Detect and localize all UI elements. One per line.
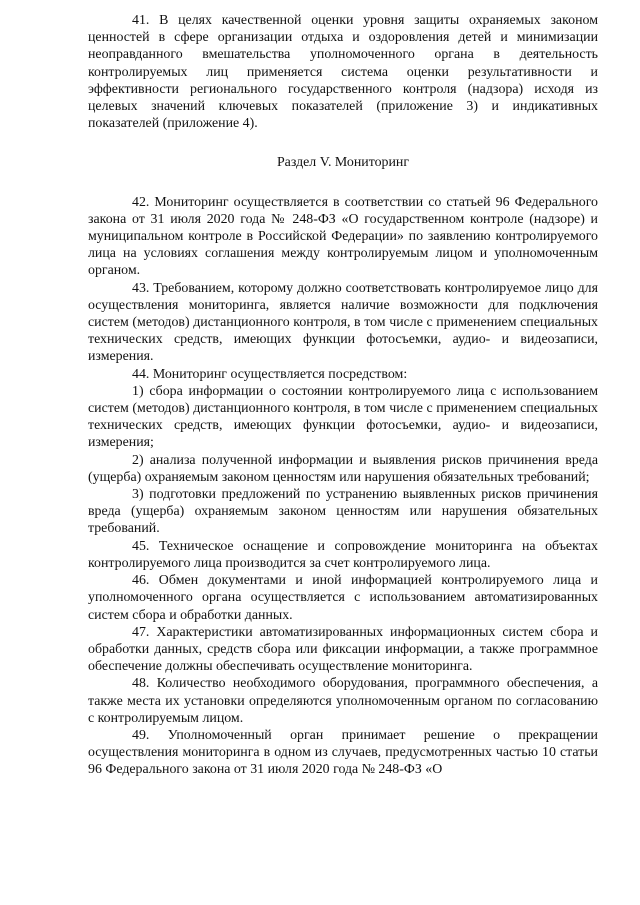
list-item-2: 2) анализа полученной информации и выявления рисков причинения вреда (ущерба) охраняемым законом ценностям или нарушения обязательных требований; <box>88 452 598 485</box>
paragraph-45: 45. Техническое оснащение и сопровождение мониторинга на объектах контролируемого лица производится за счет контролируемого лица. <box>88 538 598 571</box>
paragraph-47: 47. Характеристики автоматизированных информационных систем сбора и обработки данных, средств сбора или фиксации информации, а также программное обеспечение должны обеспечивать осуществление мониторинга. <box>88 624 598 675</box>
paragraph-42: 42. Мониторинг осуществляется в соответствии со статьей 96 Федерального закона от 31 июля 2020 года № 248-ФЗ «О государственном контроле (надзоре) и муниципальном контроле в Российской Федерации» по заявлению контролируемого лица на условиях соглашения между контролируемым лицом и уполномоченным органом. <box>88 194 598 279</box>
paragraph-48: 48. Количество необходимого оборудования, программного обеспечения, а также места их установки определяются уполномоченным органом по согласованию с контролируемым лицом. <box>88 676 598 726</box>
paragraph-49: 49. Уполномоченный орган принимает решение о прекращении осуществления мониторинга в одном из случаев, предусмотренных частью 10 статьи 96 Федерального закона от 31 июля 2020 года № 248-ФЗ «О <box>88 727 598 778</box>
paragraph-46: 46. Обмен документами и иной информацией контролируемого лица и уполномоченного органа осуществляется с использованием автоматизированных систем сбора и обработки данных. <box>88 573 598 623</box>
document-page <box>88 12 598 779</box>
list-item-3: 3) подготовки предложений по устранению выявленных рисков причинения вреда (ущерба) охраняемым законом ценностям или нарушения обязательных требований. <box>88 487 598 537</box>
paragraph-43: 43. Требованием, которому должно соответствовать контролируемое лицо для осуществления мониторинга, является наличие возможности для подключения систем (методов) дистанционного контроля, в том числе с применением специальных технических средств, имеющих функции фотосъемки, аудио- и видеозаписи, измерения. <box>88 280 598 365</box>
list-item-1: 1) сбора информации о состоянии контролируемого лица с использованием систем (методов) дистанционного контроля, в том числе с применением специальных технических средств, имеющих функции фотосъемки, аудио- и видеозаписи, измерения; <box>88 383 598 451</box>
section-heading: Раздел V. Мониторинг <box>276 155 410 171</box>
paragraph-44: 44. Мониторинг осуществляется посредством: <box>132 366 408 382</box>
paragraph-41: 41. В целях качественной оценки уровня защиты охраняемых законом ценностей в сфере организации отдыха и оздоровления детей и минимизации неоправданного вмешательства уполномоченного органа в деятельность контролируемых лиц применяется система оценки результативности и эффективности регионального государственного контроля (надзора) исходя из целевых значений ключевых показателей (приложение 3) и индикативных показателей (приложение 4). <box>88 13 598 132</box>
